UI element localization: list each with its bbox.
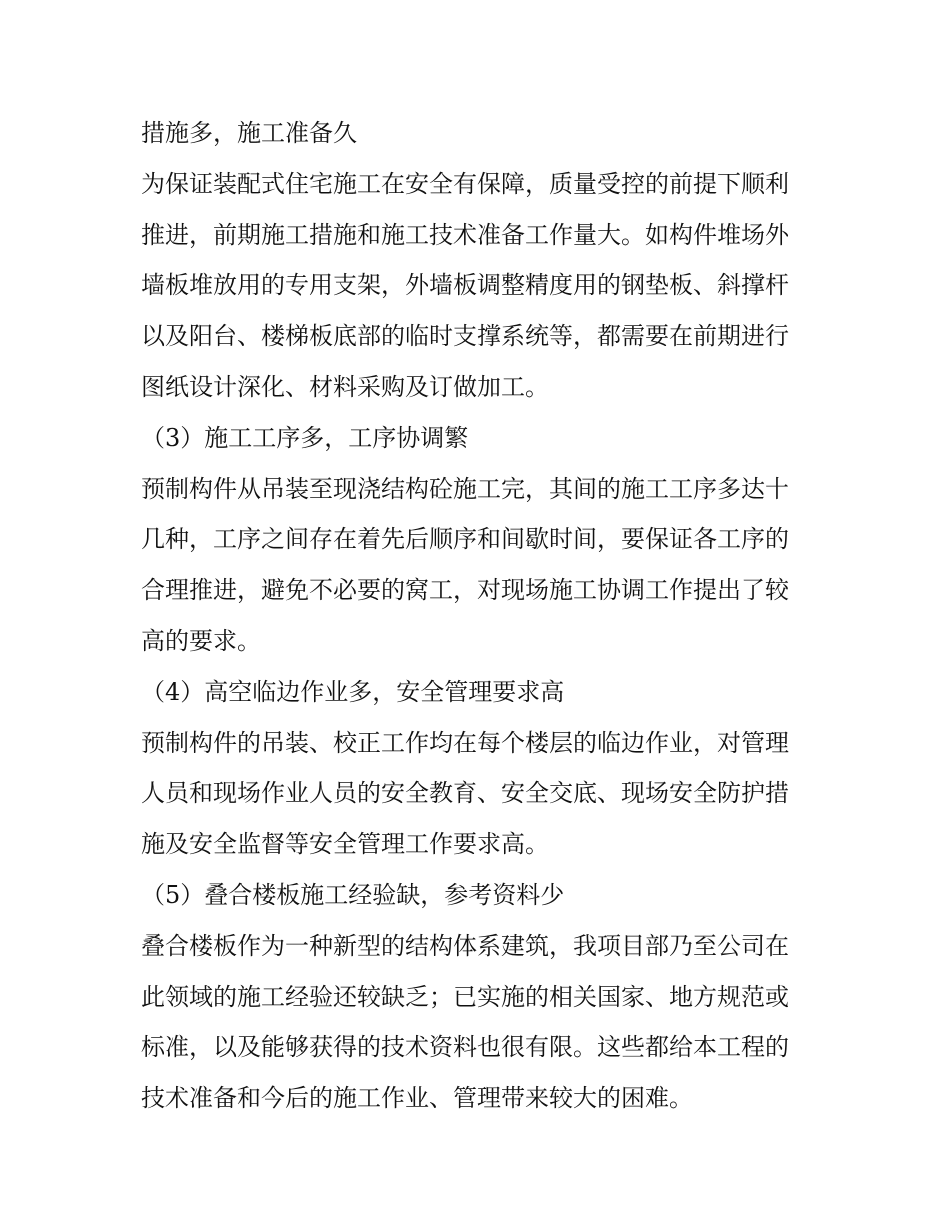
paragraph-line: 几种，工序之间存在着先后顺序和间歇时间，要保证各工序的 [141, 525, 789, 554]
paragraph-line: 施及安全监督等安全管理工作要求高。 [141, 830, 549, 859]
paragraph-line: 图纸设计深化、材料采购及订做加工。 [141, 372, 549, 401]
paragraph-line: 标准，以及能够获得的技术资料也很有限。这些都给本工程的 [141, 1033, 789, 1062]
section-heading-measures: 措施多，施工准备久 [141, 119, 357, 147]
paragraph-line: 以及阳台、楼梯板底部的临时支撑系统等，都需要在前期进行 [141, 322, 789, 351]
paragraph-line: 人员和现场作业人员的安全教育、安全交底、现场安全防护措 [141, 779, 789, 808]
paragraph-line: 墙板堆放用的专用支架，外墙板调整精度用的钢垫板、斜撑杆 [141, 271, 789, 300]
section-heading-5: （5）叠合楼板施工经验缺，参考资料少 [141, 880, 565, 909]
paragraph-line: 高的要求。 [141, 626, 261, 655]
document-body [141, 108, 813, 1124]
paragraph-line: 技术准备和今后的施工作业、管理带来较大的困难。 [141, 1084, 693, 1113]
paragraph-line: 预制构件从吊装至现浇结构砼施工完，其间的施工工序多达十 [141, 474, 789, 503]
paragraph-line: 为保证装配式住宅施工在安全有保障，质量受控的前提下顺利 [141, 169, 789, 198]
paragraph-line: 合理推进，避免不必要的窝工，对现场施工协调工作提出了较 [141, 576, 789, 605]
paragraph-line: 叠合楼板作为一种新型的结构体系建筑，我项目部乃至公司在 [141, 931, 789, 960]
paragraph-line: 预制构件的吊装、校正工作均在每个楼层的临边作业，对管理 [141, 728, 789, 757]
paragraph-line: 推进，前期施工措施和施工技术准备工作量大。如构件堆场外 [141, 220, 789, 249]
section-heading-3: （3）施工工序多，工序协调繁 [141, 423, 469, 452]
paragraph-line: 此领域的施工经验还较缺乏；已实施的相关国家、地方规范或 [141, 982, 789, 1011]
section-heading-4: （4）高空临边作业多，安全管理要求高 [141, 677, 565, 706]
